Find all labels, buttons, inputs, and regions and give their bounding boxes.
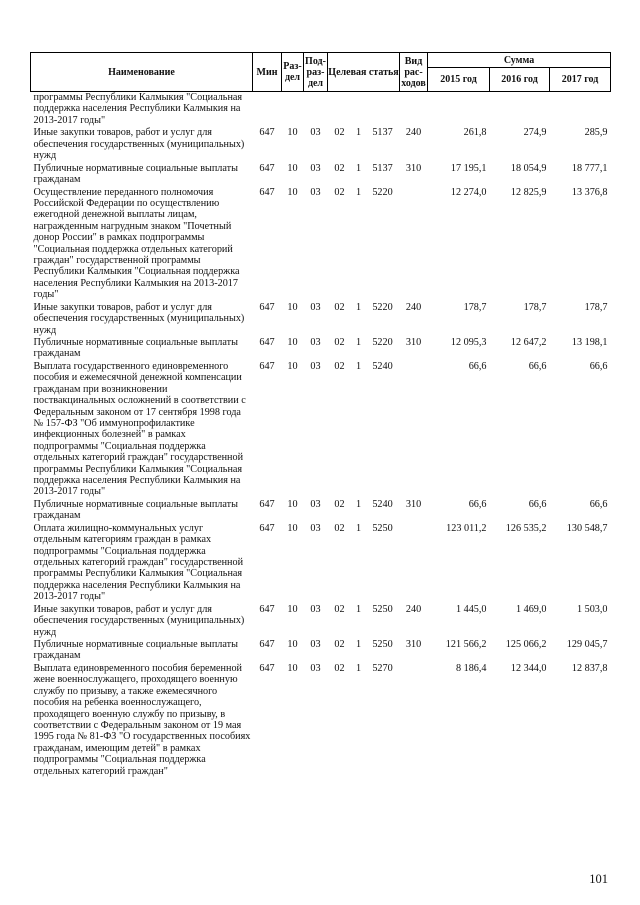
cell-c1: 02 <box>334 603 345 615</box>
cell-c3: 5220 <box>372 186 393 198</box>
cell-vr <box>400 523 428 604</box>
cell-rz <box>282 92 304 128</box>
cell-s2015: 121 566,2 <box>445 639 487 651</box>
cell-s2015: 1 445,0 <box>455 603 487 615</box>
cell-c2: 1 <box>355 498 362 510</box>
cell-c3: 5220 <box>372 301 393 313</box>
cell-pr: 03 <box>310 127 321 139</box>
cell-c2: 1 <box>355 639 362 651</box>
table-row <box>31 499 611 523</box>
cell-name: Иные закупки товаров, работ и услуг для обеспечения государственных (муниципальных) нужд <box>33 127 245 162</box>
cell-c1: 02 <box>334 127 345 139</box>
cell-vr: 240 <box>405 301 422 313</box>
cell-pr: 03 <box>310 162 321 174</box>
cell-rz: 10 <box>287 639 298 651</box>
cell-min: 647 <box>259 639 275 651</box>
cell-s2017: 285,9 <box>584 127 608 139</box>
table-row <box>31 302 611 337</box>
cell-name: Иные закупки товаров, работ и услуг для обеспечения государственных (муниципальных) нужд <box>33 301 245 336</box>
cell-name: Выплата государственного единовременного пособия и ежемесячной денежной компенсации гражданам при возникновении поствакцинальных осложнений в соответствии с Федеральным законом от 17 сентября 1998 года № 157-ФЗ "Об иммунопрофилактике инфекционных болезней" в рамках подпрограммы "Социальная поддержка отдельных категорий граждан" государственной программы Республики Калмыкия "Социальная поддержка населения Республики Калмыкия на 2013-2017 годы" <box>33 360 246 498</box>
cell-s2015: 66,6 <box>468 360 487 372</box>
cell-s2015: 12 095,3 <box>450 337 487 348</box>
cell-s2017: 13 376,8 <box>571 186 608 198</box>
cell-s2017: 12 837,8 <box>571 662 608 674</box>
header-2015: 2015 год <box>428 68 490 92</box>
cell-s2016: 12 825,9 <box>510 186 547 198</box>
cell-c3: 5250 <box>372 639 393 651</box>
cell-c2: 1 <box>355 337 362 348</box>
cell-s2016: 274,9 <box>523 127 547 139</box>
cell-c3: 5240 <box>372 360 393 372</box>
cell-s2015: 261,8 <box>463 127 487 139</box>
cell-s2017: 66,6 <box>589 360 608 372</box>
cell-s2015: 178,7 <box>463 301 487 313</box>
page-number: 101 <box>589 872 608 886</box>
cell-s2016: 178,7 <box>523 301 547 313</box>
cell-min <box>253 92 282 128</box>
cell-name: Осуществление переданного полномочия Российской Федерации по осуществлению ежегодной денежной выплаты лицам, награжденным нагрудным знаком "Почетный донор России" в рамках подпрограммы "Социальная поддержка отдельных категорий граждан" государственной программы Республики Калмыкия "Социальная поддержка населения Республики Калмыкия на 2013-2017 годы" <box>33 186 240 301</box>
cell-rz: 10 <box>287 498 298 510</box>
cell-s2016: 66,6 <box>528 360 547 372</box>
cell-rz: 10 <box>287 186 298 198</box>
table-row <box>31 361 611 499</box>
cell-vr <box>400 663 428 778</box>
cell-vr: 310 <box>405 162 422 174</box>
cell-name: Публичные нормативные социальные выплаты гражданам <box>33 498 238 522</box>
cell-s2015: 8 186,4 <box>455 662 487 674</box>
cell-c1 <box>328 92 352 128</box>
cell-c3: 5270 <box>372 662 393 674</box>
cell-c2: 1 <box>355 662 362 674</box>
table-row <box>31 604 611 639</box>
cell-min: 647 <box>259 603 275 615</box>
cell-rz: 10 <box>287 301 298 313</box>
cell-c2: 1 <box>355 186 362 198</box>
cell-min: 647 <box>259 522 275 534</box>
cell-c3: 5250 <box>372 522 393 534</box>
cell-min: 647 <box>259 662 275 674</box>
budget-table-page <box>30 52 610 778</box>
cell-pr: 03 <box>310 186 321 198</box>
cell-pr: 03 <box>310 498 321 510</box>
cell-pr: 03 <box>310 662 321 674</box>
cell-s2015: 17 195,1 <box>450 162 487 174</box>
cell-s2015 <box>428 92 490 128</box>
table-row <box>31 163 611 187</box>
cell-c3 <box>366 92 400 128</box>
cell-min: 647 <box>259 337 275 348</box>
table-row <box>31 337 611 361</box>
cell-s2016: 1 469,0 <box>515 603 547 615</box>
header-min: Мин <box>253 53 282 92</box>
cell-name: Оплата жилищно-коммунальных услуг отдельным категориям граждан в рамках подпрограммы "Социальная поддержка отдельных категорий граждан" государственной программы Республики Калмыкия "Социальная поддержка населения Республики Калмыкия на 2013-2017 годы" <box>33 522 244 603</box>
cell-s2017 <box>550 92 611 128</box>
table-row <box>31 663 611 778</box>
cell-c1: 02 <box>334 301 345 313</box>
table-body <box>31 92 611 779</box>
cell-c1: 02 <box>334 186 345 198</box>
cell-c3: 5250 <box>372 603 393 615</box>
cell-name: Выплата единовременного пособия беременной жене военнослужащего, проходящего военную службу по призыву, а также ежемесячного пособия на ребенка военнослужащего, проходящего военную службу по призыву, в соответствии с Федеральным законом от 19 мая 1995 года № 81-ФЗ "О государственных пособиях гражданам, имеющим детей" в рамках подпрограммы "Социальная поддержка отдельных категорий граждан" <box>33 662 251 777</box>
cell-s2016: 66,6 <box>528 498 547 510</box>
cell-s2017: 13 198,1 <box>571 337 608 348</box>
cell-c2: 1 <box>355 603 362 615</box>
cell-pr: 03 <box>310 639 321 651</box>
cell-c2: 1 <box>355 127 362 139</box>
header-podrazdel: Под-раз-дел <box>304 53 328 92</box>
cell-c1: 02 <box>334 162 345 174</box>
cell-s2016: 18 054,9 <box>510 162 547 174</box>
cell-c1: 02 <box>334 360 345 372</box>
cell-s2016: 125 066,2 <box>505 639 547 651</box>
cell-min: 647 <box>259 162 275 174</box>
cell-s2017: 66,6 <box>589 498 608 510</box>
header-2016: 2016 год <box>490 68 550 92</box>
header-vid: Вид рас-ходов <box>400 53 428 92</box>
cell-min: 647 <box>259 186 275 198</box>
cell-name: Публичные нормативные социальные выплаты гражданам <box>33 639 238 662</box>
cell-min: 647 <box>259 498 275 510</box>
header-sum: Сумма <box>428 53 611 68</box>
table-row <box>31 187 611 302</box>
cell-name: Публичные нормативные социальные выплаты гражданам <box>33 162 238 186</box>
cell-vr <box>400 92 428 128</box>
cell-c2: 1 <box>355 522 362 534</box>
table-row <box>31 127 611 162</box>
cell-rz: 10 <box>287 127 298 139</box>
cell-c2: 1 <box>355 301 362 313</box>
header-razdel: Раз-дел <box>282 53 304 92</box>
cell-rz: 10 <box>287 162 298 174</box>
cell-vr: 240 <box>405 127 422 139</box>
cell-s2016: 12 647,2 <box>510 337 547 348</box>
cell-s2015: 66,6 <box>468 498 487 510</box>
cell-pr: 03 <box>310 522 321 534</box>
cell-name: Публичные нормативные социальные выплаты гражданам <box>33 337 238 360</box>
table-row <box>31 639 611 663</box>
table-row <box>31 92 611 128</box>
cell-pr: 03 <box>310 301 321 313</box>
cell-pr <box>304 92 328 128</box>
cell-pr: 03 <box>310 360 321 372</box>
cell-c3: 5220 <box>372 337 393 348</box>
cell-c2: 1 <box>355 162 362 174</box>
cell-min: 647 <box>259 127 275 139</box>
cell-s2017: 1 503,0 <box>576 603 608 615</box>
cell-s2017: 129 045,7 <box>566 639 608 651</box>
cell-c1: 02 <box>334 639 345 651</box>
cell-s2016: 12 344,0 <box>510 662 547 674</box>
cell-name: программы Республики Калмыкия "Социальная поддержка населения Республики Калмыкия на 2013-2017 годы" <box>33 92 243 126</box>
cell-s2016 <box>490 92 550 128</box>
cell-vr <box>400 361 428 499</box>
header-target: Целевая статья <box>328 53 400 92</box>
cell-vr <box>400 187 428 302</box>
cell-c2 <box>352 92 366 128</box>
cell-s2017: 130 548,7 <box>566 522 608 534</box>
cell-rz: 10 <box>287 522 298 534</box>
cell-pr: 03 <box>310 603 321 615</box>
cell-s2017: 18 777,1 <box>571 162 608 174</box>
cell-rz: 10 <box>287 603 298 615</box>
cell-rz: 10 <box>287 337 298 348</box>
cell-rz: 10 <box>287 662 298 674</box>
cell-c1: 02 <box>334 662 345 674</box>
cell-min: 647 <box>259 301 275 313</box>
cell-pr: 03 <box>310 337 321 348</box>
cell-name: Иные закупки товаров, работ и услуг для обеспечения государственных (муниципальных) нужд <box>33 603 245 638</box>
cell-c3: 5240 <box>372 498 393 510</box>
cell-s2015: 12 274,0 <box>450 186 487 198</box>
cell-vr: 240 <box>405 603 422 615</box>
cell-s2016: 126 535,2 <box>505 522 547 534</box>
cell-min: 647 <box>259 360 275 372</box>
cell-c1: 02 <box>334 337 345 348</box>
cell-c3: 5137 <box>372 127 393 139</box>
header-2017: 2017 год <box>550 68 611 92</box>
cell-s2017: 178,7 <box>584 301 608 313</box>
budget-table <box>30 52 611 778</box>
cell-c1: 02 <box>334 498 345 510</box>
cell-vr: 310 <box>405 498 422 510</box>
cell-vr: 310 <box>405 639 422 651</box>
cell-c2: 1 <box>355 360 362 372</box>
cell-c3: 5137 <box>372 162 393 174</box>
cell-s2015: 123 011,2 <box>446 522 487 534</box>
header-name: Наименование <box>31 53 253 92</box>
table-row <box>31 523 611 604</box>
cell-rz: 10 <box>287 360 298 372</box>
cell-vr: 310 <box>405 337 422 348</box>
cell-c1: 02 <box>334 522 345 534</box>
